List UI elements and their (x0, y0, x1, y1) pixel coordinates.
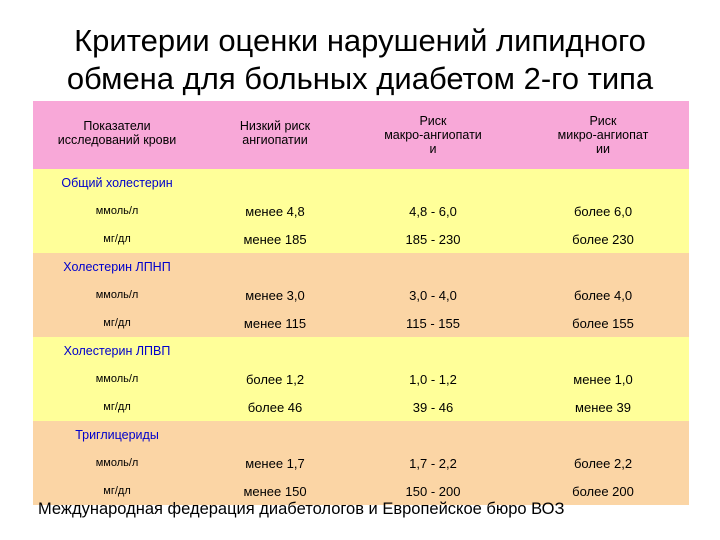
low-risk-cell: более 1,2 (245, 371, 305, 387)
unit-cell: мг/дл (103, 485, 131, 497)
micro-risk-cell: менее 39 (575, 399, 631, 415)
micro-risk-cell: более 6,0 (573, 203, 633, 219)
unit-cell: ммоль/л (95, 373, 139, 385)
unit-cell: мг/дл (103, 233, 131, 245)
unit-cell: ммоль/л (95, 457, 139, 469)
micro-risk-cell: менее 1,0 (573, 371, 633, 387)
low-risk-cell: более 46 (247, 399, 303, 415)
macro-risk-cell: 115 - 155 (406, 315, 460, 331)
lipid-criteria-table (33, 101, 689, 505)
page-title (0, 22, 720, 98)
micro-risk-cell: более 230 (572, 231, 634, 247)
unit-cell: ммоль/л (95, 205, 139, 217)
low-risk-cell: менее 4,8 (245, 203, 305, 219)
low-risk-cell: менее 185 (243, 231, 307, 247)
group-title: Общий холестерин (61, 176, 173, 190)
group-triglycerides (33, 421, 689, 505)
table-row (33, 449, 689, 477)
group-title: Холестерин ЛПВП (63, 344, 171, 358)
macro-risk-cell: 4,8 - 6,0 (409, 203, 457, 219)
low-risk-cell: менее 150 (243, 483, 307, 499)
low-risk-cell: менее 115 (243, 315, 307, 331)
table-row (33, 393, 689, 421)
header-macro-risk: Риск макро-ангиопати и (384, 114, 482, 156)
micro-risk-cell: более 155 (572, 315, 634, 331)
group-total-cholesterol (33, 169, 689, 253)
macro-risk-cell: 3,0 - 4,0 (409, 287, 457, 303)
macro-risk-cell: 39 - 46 (412, 399, 454, 415)
unit-cell: ммоль/л (95, 289, 139, 301)
title-line-1: Критерии оценки нарушений липидного (74, 23, 646, 58)
macro-risk-cell: 1,0 - 1,2 (409, 371, 457, 387)
header-indicators: Показатели исследований крови (57, 119, 177, 147)
low-risk-cell: менее 3,0 (245, 287, 305, 303)
macro-risk-cell: 1,7 - 2,2 (409, 455, 457, 471)
table-row (33, 365, 689, 393)
micro-risk-cell: более 4,0 (573, 287, 633, 303)
group-title: Триглицериды (75, 428, 159, 442)
table-row (33, 225, 689, 253)
title-line-2: обмена для больных диабетом 2-го типа (66, 61, 654, 96)
group-title: Холестерин ЛПНП (63, 260, 171, 274)
header-low-risk: Низкий риск ангиопатии (239, 119, 311, 147)
table-row (33, 309, 689, 337)
unit-cell: мг/дл (103, 317, 131, 329)
group-ldl-cholesterol (33, 253, 689, 337)
group-hdl-cholesterol (33, 337, 689, 421)
table-row (33, 281, 689, 309)
macro-risk-cell: 185 - 230 (405, 231, 461, 247)
table-row (33, 197, 689, 225)
macro-risk-cell: 150 - 200 (405, 483, 461, 499)
micro-risk-cell: более 200 (572, 483, 634, 499)
micro-risk-cell: более 2,2 (573, 455, 633, 471)
table-header-row (33, 101, 689, 169)
unit-cell: мг/дл (103, 401, 131, 413)
header-micro-risk: Риск микро-ангиопат ии (557, 114, 649, 156)
source-footer: Международная федерация диабетологов и Европейское бюро ВОЗ (38, 500, 565, 518)
low-risk-cell: менее 1,7 (245, 455, 305, 471)
